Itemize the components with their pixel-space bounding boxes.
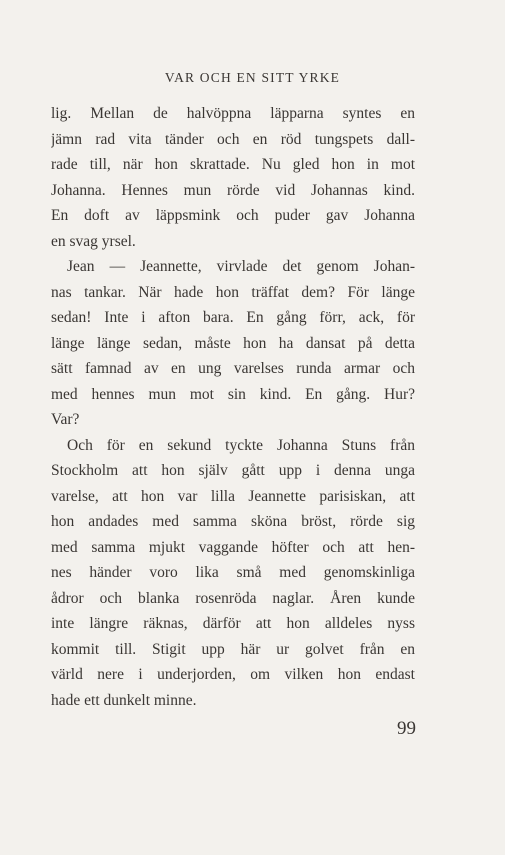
text-line: lig. Mellan de halvöppna läpparna syntes en <box>51 105 415 122</box>
page-number: 99 <box>397 718 416 739</box>
text-line: länge länge sedan, måste hon ha dansat på detta <box>51 334 415 352</box>
text-line: ådror och blanka rosenröda naglar. Åren kunde <box>51 589 415 607</box>
text-line: Var? <box>51 411 80 428</box>
text-line: sätt famnad av en ung varelses runda armar och <box>51 360 415 377</box>
text-line: En doft av läppsmink och puder gav Johanna <box>51 207 415 224</box>
text-line: Johanna. Hennes mun rörde vid Johannas kind. <box>51 181 415 199</box>
running-title: VAR OCH EN SITT YRKE <box>164 70 341 85</box>
text-line: nas tankar. När hade hon träffat dem? För länge <box>51 283 415 301</box>
text-line: Och för en sekund tyckte Johanna Stuns från <box>67 436 415 454</box>
text-line: sedan! Inte i afton bara. En gång förr, ack, för <box>51 309 415 326</box>
text-line: kommit till. Stigit upp här ur golvet från en <box>51 640 415 658</box>
text-line: inte längre räknas, därför att hon alldeles nyss <box>51 615 415 632</box>
text-line: hon andades med samma sköna bröst, rörde sig <box>51 513 415 530</box>
text-line: med samma mjukt vaggande höfter och att hen- <box>51 538 415 556</box>
text-line: en svag yrsel. <box>51 232 136 250</box>
text-line: rade till, när hon skrattade. Nu gled hon in mot <box>51 156 415 173</box>
text-line: Jean — Jeannette, virvlade det genom Johan- <box>67 258 415 275</box>
text-line: jämn rad vita tänder och en röd tungspets dall- <box>51 130 415 148</box>
text-line: värld nere i underjorden, om vilken hon endast <box>51 666 415 683</box>
text-line: varelse, att hon var lilla Jeannette parisiskan, att <box>51 487 415 505</box>
text-line: Stockholm att hon själv gått upp i denna unga <box>51 462 415 479</box>
text-line: med hennes mun mot sin kind. En gång. Hur? <box>51 385 415 403</box>
text-line: hade ett dunkelt minne. <box>51 691 197 709</box>
text-line: nes händer voro lika små med genomskinliga <box>51 564 415 581</box>
body-text <box>51 101 415 713</box>
